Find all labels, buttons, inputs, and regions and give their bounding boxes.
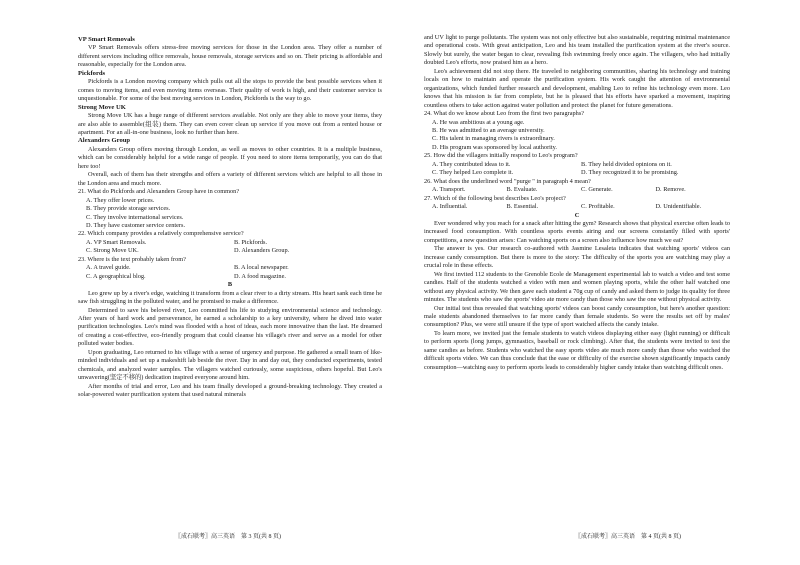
paragraph: After months of trial and error, Leo and his team finally developed a ground-breaking technology. They created a solar-powered water purification system that used natural minerals [78, 382, 382, 399]
right-page-footer: 〖成石联考〗高三英语 第 4 页(共 8 页) [575, 534, 681, 540]
answer-option: A. They contributed ideas to it. [432, 160, 511, 168]
question-stem: 21. What do Pickfords and Alexanders Group have in common? [78, 188, 240, 196]
option-row [424, 161, 730, 169]
paragraph: To learn more, we invited just the female students to watch videos displaying either easy (light running) or difficult to perform sports (long jumps, gymnastics, baseball or rock climbing). After that, the students were invited to test the same candies as before. Students who watched the easy sports video ate much more candy than those who watched the difficult sports video. We can thus conclude that the ease or difficulty of the exercise shown significantly impacts candy consumption—watching easy to perform sports leads to considerably higher candy intake than watching difficult ones. [424, 329, 730, 371]
answer-option: C. Generate. [581, 186, 613, 194]
paragraph: and UV light to purge pollutants. The system was not only effective but also sustainable, requiring minimal maintenance and operational costs. With great anticipation, Leo and his team installed the purification system at the river's source. Slowly but surely, the water began to clear, revealing fish swimming freely once again. The villagers, who had initially doubted Leo's efforts, now praised him as a hero. [424, 34, 730, 67]
paragraph: Leo's achievement did not stop there. He traveled to neighboring communities, sharing his technology and training locals on how to maintain and operate the purification system. His work caught the attention of environmental organizations, which funded further research and development, enabling Leo to refine his technology even more. Leo knows that his mission is far from complete, but he is pleased that his efforts have sparked a movement, inspiring countless others to take action against water pollution and protect the planet for future generations. [424, 67, 730, 109]
section-heading: Alexanders Group [78, 137, 131, 145]
section-heading: Pickfords [78, 69, 106, 77]
option-row [424, 169, 730, 177]
section-heading: Strong Move UK [78, 103, 126, 111]
answer-option: C. Strong Move UK. [86, 247, 139, 255]
question-stem: 23. Where is the text probably taken from? [78, 255, 186, 263]
answer-option: C. A geographical blog. [86, 272, 146, 280]
answer-option: D. Remove. [655, 186, 686, 194]
option-row [78, 239, 382, 247]
paragraph: VP Smart Removals offers stress-free moving services for those in the London area. They offer a number of different services including office removals, house removals, storage services and so on. Their pricing is affordable and reasonable, especially for the London area. [78, 44, 382, 69]
paragraph: Determined to save his beloved river, Leo committed his life to studying environmental science and technology. After years of hard work and perseverance, he earned a scholarship to a key university, where he dived into water purification technologies. Leo's mind was flooded with a host of ideas, each more innovative than the last. He dreamed of creating a cost-effective, eco-friendly program that could cleanse his village's river and serve as a model for other polluted water bodies. [78, 306, 382, 348]
answer-option: D. Alexanders Group. [234, 247, 290, 255]
left-page-footer: 〖成石联考〗高三英语 第 3 页(共 8 页) [175, 534, 281, 540]
paragraph: Alexanders Group offers moving through London, as well as moves to other countries. It is a multiple business, which can be considerably helpful for a wide range of people. If you need to store items temporarily, you can do that here too! [78, 145, 382, 170]
answer-option: B. They provide storage services. [86, 205, 171, 213]
right-page [400, 0, 800, 565]
answer-option: A. He was ambitious at a young age. [432, 118, 525, 126]
answer-option: B. Evaluate. [506, 186, 538, 194]
answer-option: C. His talent in managing rivers is extraordinary. [432, 135, 555, 143]
paragraph: Strong Move UK has a huge range of different services available. Not only are they able to move your items, they are also able to assemble(组装) them. They can even cover clean up service if you move out from a rented house or apartment. For an all-in-one business, look no further than here. [78, 112, 382, 136]
paragraph: Our initial test thus revealed that watching sports' videos can boost candy consumption, but here's another question: male students abandoned themselves to far more candy than female students. So were the results set off by males' consumption? Plus, we were still unsure if the type of sport watched affects the candy intake. [424, 304, 730, 329]
question-stem: 27. Which of the following best describes Leo's project? [424, 194, 566, 202]
paragraph: We first invited 112 students to the Grenoble Ecole de Management experimental lab to watch a video and test some candies. Half of the students watched a video with men and women playing sports, while the other half watched one without any physical activity. We then gave each student a 70g cup of candy and asked them to judge its quality for three minutes. The students who saw the sports' video ate more candy than those who saw the one without physical activity. [424, 270, 730, 304]
paragraph: Upon graduating, Leo returned to his village with a sense of urgency and purpose. He gathered a small team of like-minded individuals and set up a makeshift lab beside the river. Day in and day out, they conducted experiments, tested chemicals, and analyzed water samples. The villagers watched curiously, some suspicious, others hopeful. But Leo's unwavering(坚定不移的) dedication inspired everyone around him. [78, 348, 382, 382]
paragraph: The answer is yes. Our research co-authored with Jasmine Lesaleta indicates that watching sports' videos can increase candy consumption. But there is more to the story: The difficulty of the sports you are watching may play a crucial role in these effects. [424, 245, 730, 270]
question-stem: 24. What do we know about Leo from the first two paragraphs? [424, 110, 585, 118]
answer-option: C. They involve international services. [86, 213, 184, 221]
paragraph: Leo grew up by a river's edge, watching it transform from a clear river to a dirty stream. His heart sank each time he saw fish struggling in the polluted water, and he promised to make a difference. [78, 289, 382, 306]
answer-option: B. They held divided opinions on it. [581, 160, 672, 168]
answer-option: A. VP Smart Removals. [86, 238, 147, 246]
section-heading: VP Smart Removals [78, 36, 135, 43]
option-row [78, 264, 382, 272]
answer-option: A. Influential. [432, 203, 468, 211]
option-row [424, 186, 730, 194]
left-column [78, 36, 382, 399]
answer-option: D. They recognized it to be promising. [581, 169, 679, 177]
option-row [78, 273, 382, 281]
answer-option: B. Pickfords. [234, 238, 268, 246]
question-stem: 26. What does the underlined word "purge " in paragraph 4 mean? [424, 177, 591, 185]
answer-option: D. His program was sponsored by local authority. [432, 143, 557, 151]
passage-label: C [574, 211, 580, 219]
passage-label: B [227, 281, 233, 289]
option-row [78, 247, 382, 255]
answer-option: B. He was admitted to an average university. [432, 126, 545, 134]
answer-option: C. They helped Leo complete it. [432, 169, 514, 177]
paragraph: Overall, each of them has their strengths and offers a variety of different services which are helpful to all those in the London area and much more. [78, 171, 382, 187]
paragraph: Ever wondered why you reach for a snack after hitting the gym? Research shows that physical exercise often leads to increased food consumption. With countless sports events airing and our screens constantly filled with sports' competitions, a new question arises: Can watching sports on a screen also influence how much we eat? [424, 219, 730, 244]
question-stem: 22. Which company provides a relatively comprehensive service? [78, 230, 244, 238]
option-row [424, 203, 730, 211]
answer-option: A. Transport. [432, 186, 466, 194]
answer-option: B. Essential. [506, 203, 539, 211]
answer-option: A. They offer lower prices. [86, 196, 155, 204]
answer-option: D. They have customer service centers. [86, 221, 186, 229]
answer-option: B. A local newspaper. [234, 264, 289, 272]
answer-option: A. A travel guide. [86, 264, 131, 272]
answer-option: D. A food magazine. [234, 272, 286, 280]
answer-option: C. Profitable. [581, 203, 615, 211]
answer-option: D. Unidentifiable. [655, 203, 702, 211]
paragraph: Pickfords is a London moving company which pulls out all the stops to provide the best possible services when it comes to moving items, and even moving items overseas. Their quality of work is high, and their customer service is unquestionable. For some of the best moving services in London, Pickfords is the way to go. [78, 78, 382, 103]
right-column [424, 34, 730, 372]
question-stem: 25. How did the villagers initially respond to Leo's program? [424, 152, 578, 160]
